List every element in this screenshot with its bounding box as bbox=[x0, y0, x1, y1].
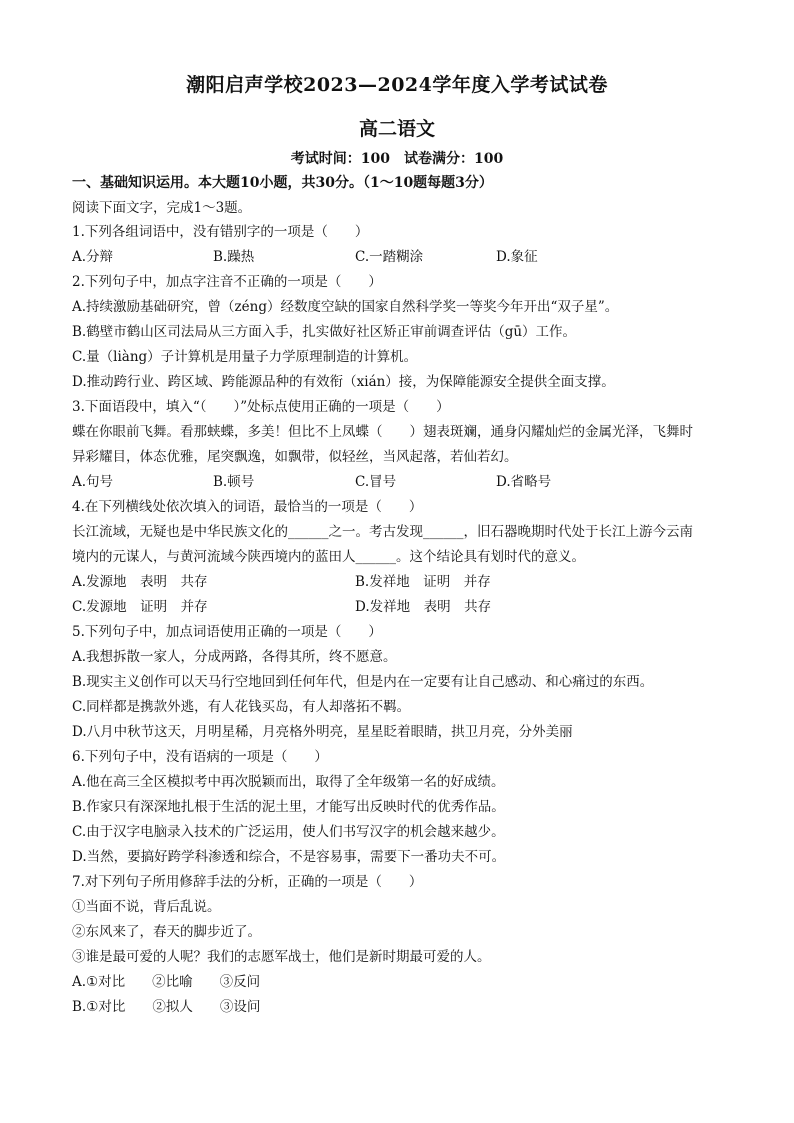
question-2-option-b: B.鹤壁市鹤山区司法局从三方面入手，扎实做好社区矫正审前调查评估（gū）工作。 bbox=[72, 324, 577, 340]
question-7-stem: 7.对下列句子所用修辞手法的分析，正确的一项是（ ） bbox=[72, 874, 423, 890]
question-7-option-a: A.①对比 ②比喻 ③反问 bbox=[72, 974, 261, 990]
question-1-option-d: D.象征 bbox=[496, 249, 538, 265]
question-2-option-c: C.量（liàng）子计算机是用量子力学原理制造的计算机。 bbox=[72, 349, 418, 365]
question-4-passage-line-1: 长江流域，无疑也是中华民族文化的______之一。考古发现______，旧石器晚期时代处于长江上游今云南 bbox=[72, 524, 693, 540]
exam-subject: 高二语文 bbox=[358, 118, 435, 140]
question-7-sentence-2: ②东风来了，春天的脚步近了。 bbox=[72, 924, 261, 940]
question-1-stem: 1.下列各组词语中，没有错别字的一项是（ ） bbox=[72, 224, 369, 240]
question-7-option-b: B.①对比 ②拟人 ③设问 bbox=[72, 999, 261, 1015]
question-4-option-a: A.发源地 表明 共存 bbox=[72, 574, 208, 590]
question-6-option-c: C.由于汉字电脑录入技术的广泛运用，使人们书写汉字的机会越来越少。 bbox=[72, 824, 505, 840]
question-6-stem: 6.下列句子中，没有语病的一项是（ ） bbox=[72, 749, 328, 765]
question-4-stem: 4.在下列横线处依次填入的词语，最恰当的一项是（ ） bbox=[72, 499, 423, 515]
question-3-option-c: C.冒号 bbox=[355, 474, 397, 490]
question-5-option-b: B.现实主义创作可以天马行空地回到任何年代，但是内在一定要有让自己感动、和心痛过的东西。 bbox=[72, 674, 654, 690]
question-4-option-d: D.发祥地 表明 共存 bbox=[355, 599, 492, 615]
exam-info: 考试时间：100 试卷满分：100 bbox=[290, 151, 504, 167]
exam-title: 潮阳启声学校2023—2024学年度入学考试试卷 bbox=[186, 74, 608, 96]
question-5-option-a: A.我想拆散一家人，分成两路，各得其所，终不愿意。 bbox=[72, 649, 397, 665]
question-3-option-d: D.省略号 bbox=[496, 474, 552, 490]
question-7-sentence-3: ③谁是最可爱的人呢？我们的志愿军战士，他们是新时期最可爱的人。 bbox=[72, 949, 491, 965]
question-5-option-c: C.同样都是携款外逃，有人花钱买岛，有人却落拓不羁。 bbox=[72, 699, 411, 715]
section-heading: 一、基础知识运用。本大题10小题，共30分。（1～10题每题3分） bbox=[72, 175, 493, 191]
question-4-option-b: B.发祥地 证明 并存 bbox=[355, 574, 491, 590]
question-1-option-b: B.躁热 bbox=[213, 249, 255, 265]
question-2-option-a: A.持续激励基础研究，曾（zéng）经数度空缺的国家自然科学奖一等奖今年开出“双子星”。 bbox=[72, 299, 619, 315]
question-6-option-a: A.他在高三全区模拟考中再次脱颖而出，取得了全年级第一名的好成绩。 bbox=[72, 774, 505, 790]
question-6-option-d: D.当然，要搞好跨学科渗透和综合，不是容易事，需要下一番功夫不可。 bbox=[72, 849, 506, 865]
question-5-stem: 5.下列句子中，加点词语使用正确的一项是（ ） bbox=[72, 624, 382, 640]
question-4-passage-line-2: 境内的元谋人，与黄河流域今陕西境内的蓝田人______。这个结论具有划时代的意义。 bbox=[72, 549, 585, 565]
question-5-option-d: D.八月中秋节这天，月明星稀，月亮格外明亮，星星眨着眼睛，拱卫月亮，分外美丽 bbox=[72, 724, 573, 740]
question-4-option-c: C.发源地 证明 并存 bbox=[72, 599, 208, 615]
question-3-passage-line-1: 蝶在你眼前飞舞。看那蛱蝶，多美！但比不上凤蝶（ ）翅表斑斓，通身闪耀灿烂的金属光泽，飞舞时 bbox=[72, 424, 693, 440]
question-2-option-d: D.推动跨行业、跨区域、跨能源品种的有效衔（xián）接，为保障能源安全提供全面支撑。 bbox=[72, 374, 615, 390]
question-3-passage-line-2: 异彩耀目，体态优雅，尾突飘逸，如飘带，似轻丝，当风起落，若仙若幻。 bbox=[72, 449, 518, 465]
section-intro: 阅读下面文字，完成1～3题。 bbox=[72, 200, 252, 216]
question-3-option-b: B.顿号 bbox=[213, 474, 255, 490]
question-3-option-a: A.句号 bbox=[72, 474, 114, 490]
question-3-stem: 3.下面语段中，填入“（ ）”处标点使用正确的一项是（ ） bbox=[72, 399, 450, 415]
question-6-option-b: B.作家只有深深地扎根于生活的泥土里，才能写出反映时代的优秀作品。 bbox=[72, 799, 505, 815]
question-1-option-a: A.分辩 bbox=[72, 249, 114, 265]
question-2-stem: 2.下列句子中，加点字注音不正确的一项是（ ） bbox=[72, 274, 382, 290]
question-1-option-c: C.一踏糊涂 bbox=[355, 249, 424, 265]
question-7-sentence-1: ①当面不说，背后乱说。 bbox=[72, 899, 221, 915]
